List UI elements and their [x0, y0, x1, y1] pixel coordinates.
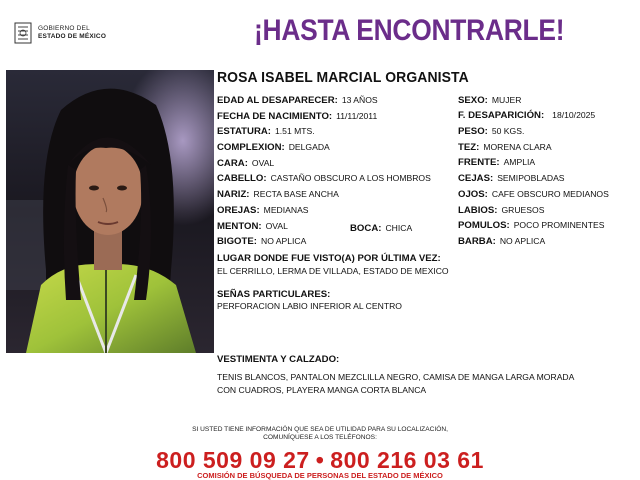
field-label: MENTON:	[217, 221, 262, 232]
field-chin	[217, 221, 288, 232]
particular-marks-value: PERFORACION LABIO INFERIOR AL CENTRO	[217, 301, 402, 311]
field-age	[217, 95, 378, 106]
field-value: MORENA CLARA	[483, 142, 552, 152]
headline: ¡HASTA ENCONTRARLE!	[254, 14, 565, 47]
field-label: SEXO:	[458, 95, 488, 106]
field-value: CASTAÑO OBSCURO A LOS HOMBROS	[270, 173, 431, 183]
field-value: CAFE OBSCURO MEDIANOS	[491, 189, 609, 199]
field-disappearance-date	[458, 110, 595, 121]
field-label: CEJAS:	[458, 173, 494, 184]
field-cheekbones	[458, 220, 604, 231]
field-complexion-tone	[458, 142, 552, 153]
field-value: MEDIANAS	[263, 205, 309, 215]
field-value: AMPLIA	[503, 157, 536, 167]
field-weight	[458, 126, 524, 137]
government-logo	[12, 21, 122, 47]
field-label: FRENTE:	[458, 157, 500, 168]
field-face	[217, 158, 274, 169]
field-label: NARIZ:	[217, 189, 250, 200]
field-value: GRUESOS	[501, 205, 545, 215]
field-value: CHICA	[385, 223, 413, 233]
field-value: OVAL	[251, 158, 275, 168]
field-mustache	[217, 236, 306, 247]
field-value: NO APLICA	[260, 236, 307, 246]
phone-numbers	[0, 447, 640, 474]
field-eyes	[458, 189, 609, 200]
field-birthdate	[217, 111, 377, 122]
clothing-line-2: CON CUADROS, PLAYERA MANGA CORTA BLANCA	[217, 385, 427, 395]
field-label: TEZ:	[458, 142, 480, 153]
field-value: RECTA BASE ANCHA	[253, 189, 339, 199]
field-build	[217, 142, 330, 153]
field-sex	[458, 95, 521, 106]
state-emblem-icon	[12, 21, 34, 45]
field-forehead	[458, 157, 535, 168]
field-label: POMULOS:	[458, 220, 510, 231]
field-value: 1.51 MTS.	[275, 126, 315, 136]
field-mouth	[350, 223, 412, 234]
last-seen-label: LUGAR DONDE FUE VISTO(A) POR ÚLTIMA VEZ:	[217, 253, 441, 264]
field-value: 50 KGS.	[491, 126, 525, 136]
particular-marks-label: SEÑAS PARTICULARES:	[217, 289, 331, 300]
field-value: POCO PROMINENTES	[513, 220, 605, 230]
field-value: OVAL	[265, 221, 288, 231]
field-label: F. DESAPARICIÓN:	[458, 110, 545, 121]
contact-note-line-1: SI USTED TIENE INFORMACIÓN QUE SEA DE UTILIDAD PARA SU LOCALIZACIÓN,	[192, 426, 448, 433]
field-beard	[458, 236, 545, 247]
field-hair	[217, 173, 431, 184]
field-label: OREJAS:	[217, 205, 260, 216]
field-value: 18/10/2025	[552, 110, 596, 120]
field-eyebrows	[458, 173, 565, 184]
field-value: 11/11/2011	[336, 111, 378, 121]
field-label: CABELLO:	[217, 173, 267, 184]
field-label: EDAD AL DESAPARECER:	[217, 95, 338, 106]
field-label: COMPLEXION:	[217, 142, 285, 153]
field-height	[217, 126, 315, 137]
field-label: LABIOS:	[458, 205, 498, 216]
missing-person-photo	[6, 70, 214, 353]
field-label: BARBA:	[458, 236, 496, 247]
portrait-illustration	[6, 70, 214, 353]
field-label: OJOS:	[458, 189, 488, 200]
field-nose	[217, 189, 339, 200]
field-lips	[458, 205, 544, 216]
clothing-line-1: TENIS BLANCOS, PANTALON MEZCLILLA NEGRO, CAMISA DE MANGA LARGA MORADA	[217, 372, 575, 382]
phone-number-2[interactable]: 800 216 03 61	[330, 447, 484, 473]
contact-note-line-2: COMUNÍQUESE A LOS TELÉFONOS:	[263, 434, 377, 441]
field-label: FECHA DE NACIMIENTO:	[217, 111, 333, 122]
person-name: ROSA ISABEL MARCIAL ORGANISTA	[217, 69, 469, 86]
logo-line-2: ESTADO DE MÉXICO	[38, 33, 107, 40]
clothing-label: VESTIMENTA Y CALZADO:	[217, 354, 340, 365]
field-value: MUJER	[491, 95, 522, 105]
field-label: CARA:	[217, 158, 248, 169]
field-value: DELGADA	[288, 142, 330, 152]
phone-separator: •	[315, 447, 325, 473]
field-ears	[217, 205, 309, 216]
field-label: BIGOTE:	[217, 236, 257, 247]
phone-number-1[interactable]: 800 509 09 27	[156, 447, 310, 473]
field-value: SEMIPOBLADAS	[497, 173, 565, 183]
field-label: ESTATURA:	[217, 126, 272, 137]
field-value: 13 AÑOS	[341, 95, 378, 105]
agency-name: COMISIÓN DE BÚSQUEDA DE PERSONAS DEL ESTADO DE MÉXICO	[197, 471, 443, 480]
last-seen-value: EL CERRILLO, LERMA DE VILLADA, ESTADO DE MEXICO	[217, 266, 449, 276]
field-value: NO APLICA	[499, 236, 546, 246]
field-label: PESO:	[458, 126, 488, 137]
logo-line-1: GOBIERNO DEL	[38, 25, 90, 32]
field-label: BOCA:	[350, 223, 382, 234]
